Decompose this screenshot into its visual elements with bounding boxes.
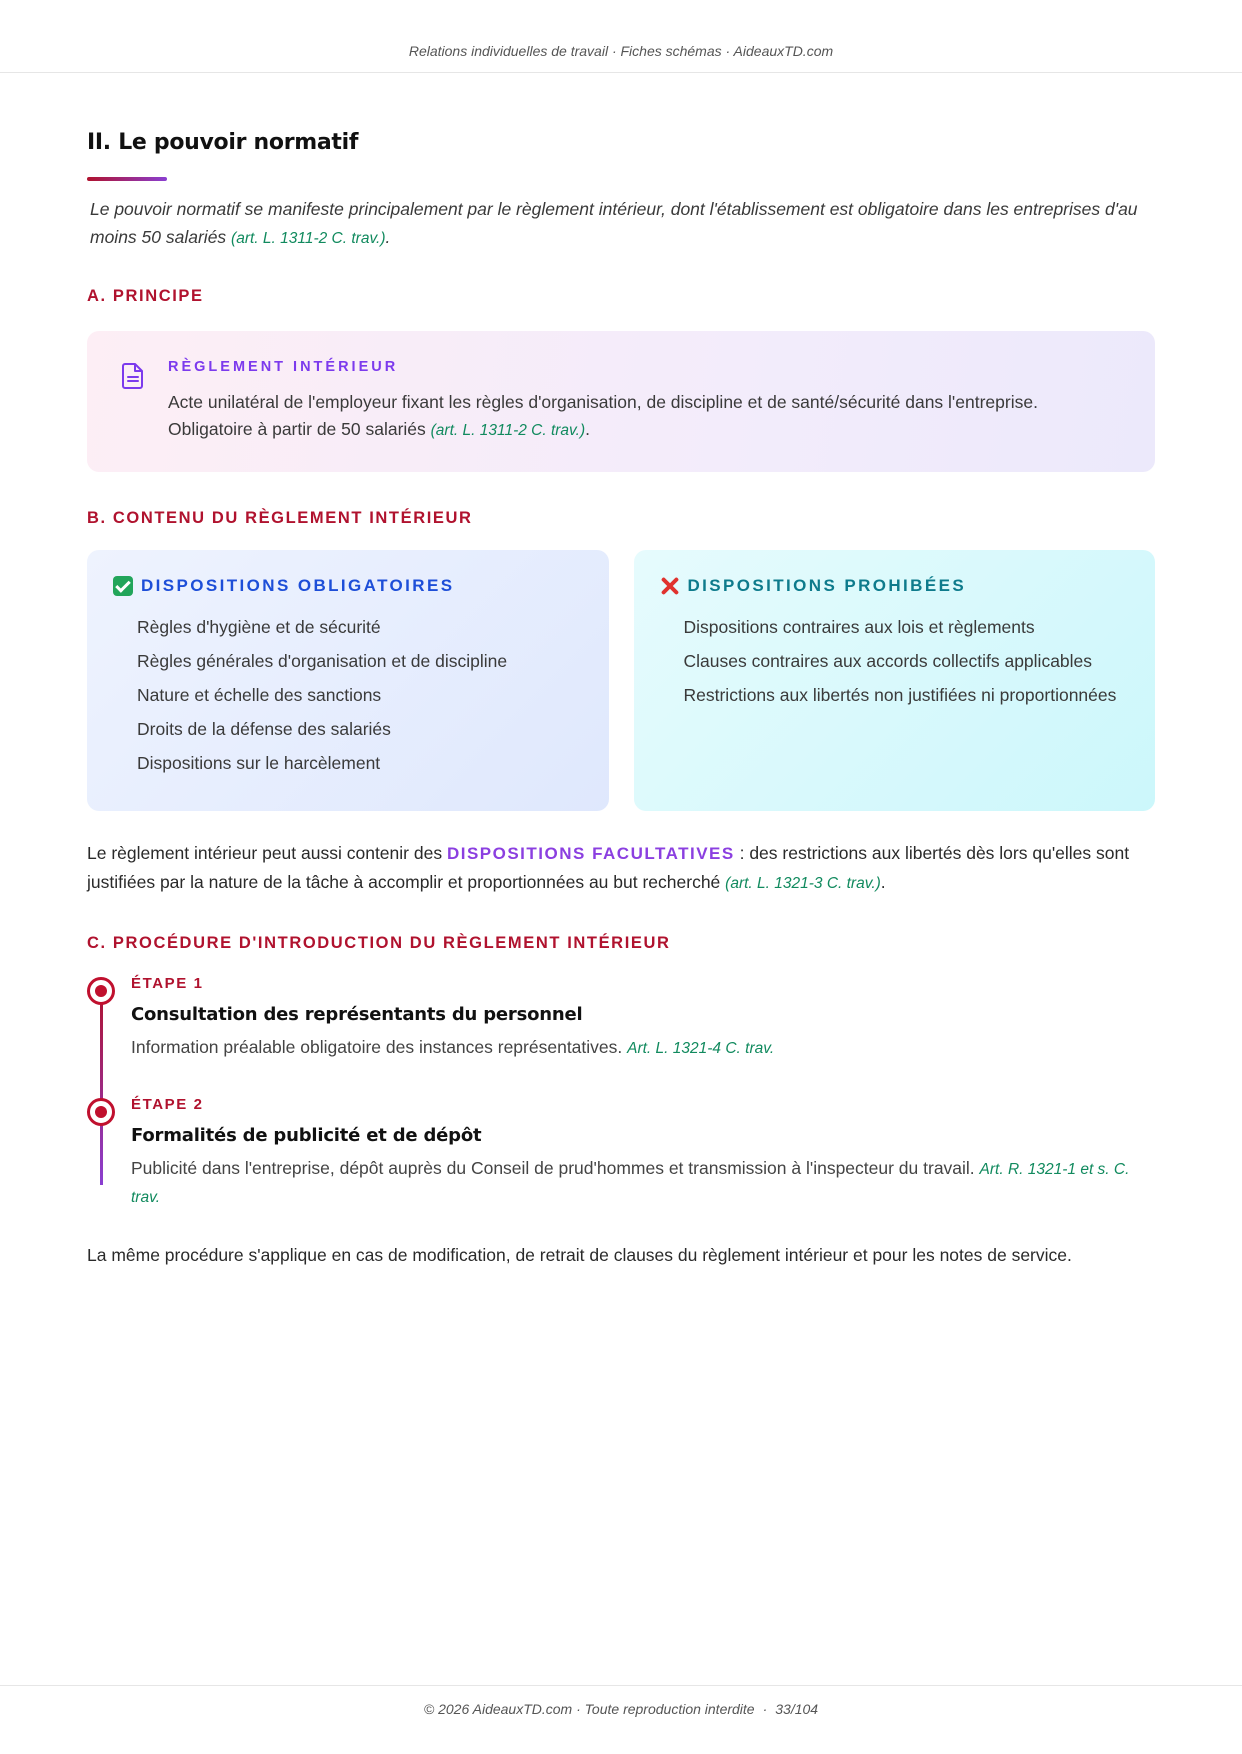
intro-text: Le pouvoir normatif se manifeste principalement par le règlement intérieur, dont l'établissement est obligatoire dans les entreprises d'au moins 50 salariés bbox=[90, 199, 1138, 247]
step-1 bbox=[131, 975, 1155, 1062]
step-marker-icon bbox=[87, 1098, 115, 1126]
principle-text bbox=[168, 389, 1125, 444]
step-2 bbox=[131, 1096, 1155, 1211]
list-item: Nature et échelle des sanctions bbox=[137, 685, 382, 705]
list-item: Clauses contraires aux accords collectifs applicables bbox=[683, 651, 1093, 671]
step-label: ÉTAPE 2 bbox=[131, 1096, 204, 1113]
optional-keyword: DISPOSITIONS FACULTATIVES bbox=[446, 844, 735, 863]
intro-end: . bbox=[385, 227, 391, 247]
list-item: Droits de la défense des salariés bbox=[137, 719, 391, 739]
principle-box bbox=[87, 331, 1155, 472]
cross-icon bbox=[660, 576, 680, 596]
step-title: Consultation des représentants du personnel bbox=[131, 1004, 583, 1025]
footer-copyright: © 2026 AideauxTD.com · Toute reproduction interdite bbox=[423, 1701, 755, 1717]
principle-label: RÈGLEMENT INTÉRIEUR bbox=[168, 359, 399, 375]
step-ref: Art. L. 1321-4 C. trav. bbox=[627, 1040, 775, 1057]
content-columns bbox=[87, 550, 1155, 811]
prohibited-list bbox=[660, 614, 1130, 709]
closing-paragraph: La même procédure s'applique en cas de modification, de retrait de clauses du règlement intérieur et pour les notes de service. bbox=[87, 1245, 1072, 1265]
section-title: II. Le pouvoir normatif bbox=[87, 130, 359, 155]
principle-body: Acte unilatéral de l'employeur fixant les règles d'organisation, de discipline et de santé/sécurité dans l'entreprise. Obligatoire à partir de 50 salariés bbox=[168, 392, 1038, 439]
document-icon bbox=[121, 362, 145, 390]
list-item: Restrictions aux libertés non justifiées ni proportionnées bbox=[683, 685, 1117, 705]
step-desc bbox=[131, 1034, 1155, 1062]
step-desc-text: Information préalable obligatoire des instances représentatives. bbox=[131, 1037, 628, 1057]
step-desc-text: Publicité dans l'entreprise, dépôt auprès du Conseil de prud'hommes et transmission à l'inspecteur du travail. bbox=[131, 1158, 980, 1178]
section-intro bbox=[87, 195, 1155, 253]
procedure-timeline bbox=[87, 975, 1155, 1211]
intro-ref: (art. L. 1311-2 C. trav.) bbox=[231, 230, 386, 247]
title-underline bbox=[87, 177, 167, 181]
principle-ref: (art. L. 1311-2 C. trav.) bbox=[430, 422, 586, 439]
mandatory-title: DISPOSITIONS OBLIGATOIRES bbox=[141, 576, 455, 595]
main-content bbox=[87, 130, 1155, 1269]
list-item: Dispositions contraires aux lois et règlements bbox=[683, 617, 1035, 637]
timeline-line bbox=[100, 989, 103, 1185]
check-icon bbox=[113, 576, 133, 596]
list-item: Dispositions sur le harcèlement bbox=[137, 753, 381, 773]
principle-end: . bbox=[585, 419, 590, 439]
prohibited-card bbox=[634, 550, 1156, 811]
page-header bbox=[0, 0, 1242, 73]
optional-ref: (art. L. 1321-3 C. trav.) bbox=[725, 875, 881, 892]
mandatory-card bbox=[87, 550, 609, 811]
footer-separator: · bbox=[762, 1701, 768, 1717]
heading-contenu: B. CONTENU DU RÈGLEMENT INTÉRIEUR bbox=[87, 509, 473, 527]
step-label: ÉTAPE 1 bbox=[131, 975, 204, 992]
optional-end: . bbox=[880, 872, 886, 892]
mandatory-header bbox=[113, 576, 583, 596]
list-item: Règles générales d'organisation et de discipline bbox=[137, 651, 508, 671]
heading-principe: A. PRINCIPE bbox=[87, 287, 204, 305]
step-desc bbox=[131, 1155, 1155, 1211]
optional-post: : des restrictions aux libertés dès lors qu'elles sont justifiées par la nature de la tâche à accomplir et proportionnées au but recherché bbox=[87, 843, 1130, 892]
prohibited-header bbox=[660, 576, 1130, 596]
step-ref: Art. R. 1321-1 et s. C. trav. bbox=[131, 1161, 1130, 1206]
page-number: 33/104 bbox=[775, 1701, 819, 1717]
step-title: Formalités de publicité et de dépôt bbox=[131, 1125, 482, 1146]
header-text: Relations individuelles de travail · Fiches schémas · AideauxTD.com bbox=[408, 43, 834, 59]
prohibited-title: DISPOSITIONS PROHIBÉES bbox=[687, 576, 967, 595]
mandatory-list bbox=[113, 614, 583, 777]
list-item: Règles d'hygiène et de sécurité bbox=[137, 617, 381, 637]
step-marker-icon bbox=[87, 977, 115, 1005]
page-footer bbox=[0, 1685, 1242, 1754]
optional-paragraph bbox=[87, 839, 1155, 898]
optional-pre: Le règlement intérieur peut aussi contenir des bbox=[87, 843, 447, 863]
heading-procedure: C. PROCÉDURE D'INTRODUCTION DU RÈGLEMENT INTÉRIEUR bbox=[87, 934, 671, 952]
